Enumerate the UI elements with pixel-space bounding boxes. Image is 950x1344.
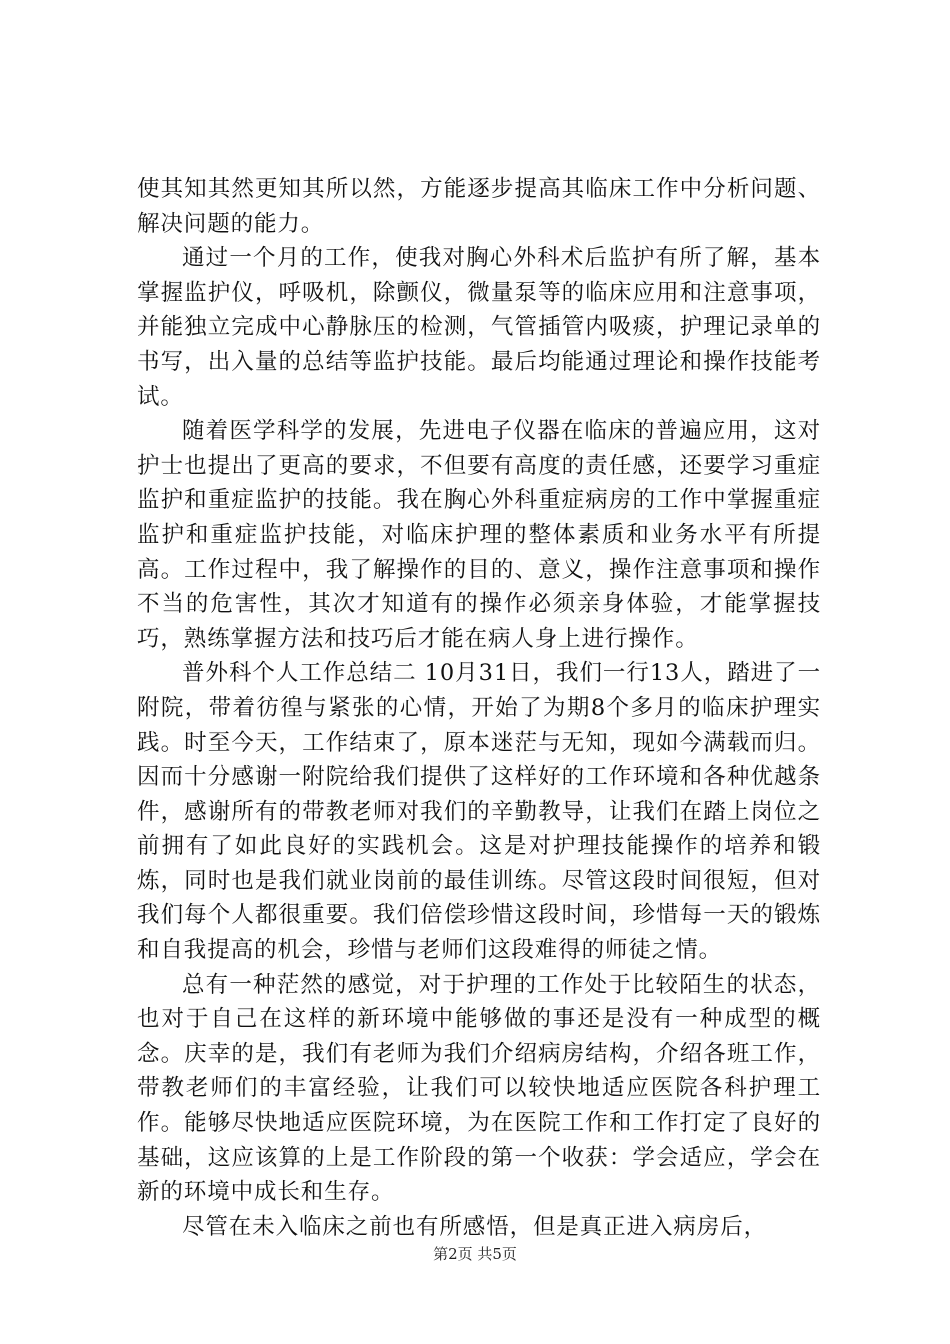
paragraph: 普外科个人工作总结二 10月31日，我们一行13人，踏进了一附院，带着彷徨与紧张的心情，开始了为期8个多月的临床护理实践。时至今天，工作结束了，原本迷茫与无知，现如今满载而归。因而十分感谢一附院给我们提供了这样好的工作环境和各种优越条件，感谢所有的带教老师对我们的辛勤教导，让我们在踏上岗位之前拥有了如此良好的实践机会。这是对护理技能操作的培养和锻炼，同时也是我们就业岗前的最佳训练。尽管这段时间很短，但对我们每个人都很重要。我们倍偿珍惜这段时间，珍惜每一天的锻炼和自我提高的机会，珍惜与老师们这段难得的师徒之情。 (137, 660, 821, 964)
paragraph: 通过一个月的工作，使我对胸心外科术后监护有所了解，基本掌握监护仪，呼吸机，除颤仪，微量泵等的临床应用和注意事项，并能独立完成中心静脉压的检测，气管插管内吸痰，护理记录单的书写，出入量的总结等监护技能。最后均能通过理论和操作技能考试。 (137, 245, 821, 410)
document-body (137, 172, 821, 1244)
paragraph: 随着医学科学的发展，先进电子仪器在临床的普遍应用，这对护士也提出了更高的要求，不但要有高度的责任感，还要学习重症监护和重症监护的技能。我在胸心外科重症病房的工作中掌握重症监护和重症监护技能，对临床护理的整体素质和业务水平有所提高。工作过程中，我了解操作的目的、意义，操作注意事项和操作不当的危害性，其次才知道有的操作必须亲身体验，才能掌握技巧，熟练掌握方法和技巧后才能在病人身上进行操作。 (137, 418, 821, 652)
paragraph: 使其知其然更知其所以然，方能逐步提高其临床工作中分析问题、解决问题的能力。 (137, 176, 821, 237)
paragraph: 总有一种茫然的感觉，对于护理的工作处于比较陌生的状态，也对于自己在这样的新环境中能够做的事还是没有一种成型的概念。庆幸的是，我们有老师为我们介绍病房结构，介绍各班工作，带教老师们的丰富经验，让我们可以较快地适应医院各科护理工作。能够尽快地适应医院环境，为在医院工作和工作打定了良好的基础，这应该算的上是工作阶段的第一个收获：学会适应，学会在新的环境中成长和生存。 (137, 971, 821, 1206)
page-number-footer: 第2页 共5页 (433, 1245, 517, 1263)
paragraph: 尽管在未入临床之前也有所感悟，但是真正进入病房后， (182, 1213, 768, 1240)
